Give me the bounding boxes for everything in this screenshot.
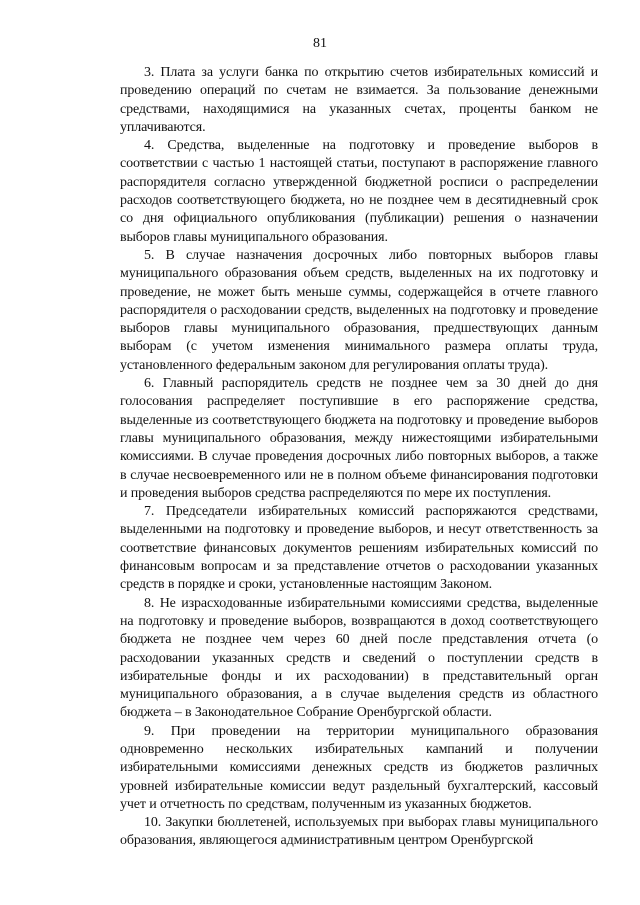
paragraph-6: 6. Главный распорядитель средств не позднее чем за 30 дней до дня голосования распределяет поступившие в его распоряжение средства, выделенные из соответствующего бюджета на подготовку и проведение выборов главы муниципального образования, между нижестоящими избирательными комиссиями. В случае проведения досрочных либо повторных выборов, а также в случае несвоевременного или не в полном объеме финансирования подготовки и проведения выборов средства распределяются по мере их поступления. bbox=[120, 376, 598, 501]
paragraph-5: 5. В случае назначения досрочных либо повторных выборов главы муниципального образования объем средств, выделенных на их подготовку и проведение, не может быть меньше суммы, содержащейся в отчете главного распорядителя о расходовании средств, выделенных на подготовку и проведение выборов главы муниципального образования, предшествующих данным выборам (с учетом изменения минимального размера оплаты труда, установленного федеральным законом для регулирования оплаты труда). bbox=[120, 247, 598, 373]
page-number: 81 bbox=[313, 36, 327, 51]
paragraph-8: 8. Не израсходованные избирательными комиссиями средства, выделенные на подготовку и проведение выборов, возвращаются в доход соответствующего бюджета не позднее чем через 60 дней после представления отчета (о расходовании указанных средств и сведений о поступлении средств в избирательные фонды и их расходовании) в представительный орган муниципального образования, а в случае выделения средств из областного бюджета – в Законодательное Собрание Оренбургской области. bbox=[120, 595, 598, 721]
paragraph-9: 9. При проведении на территории муниципального образования одновременно нескольких избирательных кампаний и получении избирательными комиссиями денежных средств из бюджетов различных уровней избирательные комиссии ведут раздельный бухгалтерский, кассовый учет и отчетность по средствам, полученным из указанных бюджетов. bbox=[120, 723, 598, 812]
paragraph-10: 10. Закупки бюллетеней, используемых при выборах главы муниципального образования, являющегося административным центром Оренбургской bbox=[120, 815, 598, 849]
paragraph-7: 7. Председатели избирательных комиссий распоряжаются средствами, выделенными на подготовку и проведение выборов, и несут ответственность за соответствие финансовых документов решениям избирательных комиссий по финансовым вопросам и за представление отчетов о расходовании указанных средств в порядке и сроки, установленные настоящим Законом. bbox=[120, 504, 598, 593]
paragraph-4: 4. Средства, выделенные на подготовку и проведение выборов в соответствии с частью 1 настоящей статьи, поступают в распоряжение главного распорядителя согласно утвержденной бюджетной росписи о распределении расходов соответствующего бюджета, но не позднее чем в десятидневный срок со дня официального опубликования (публикации) решения о назначении выборов главы муниципального образования. bbox=[120, 138, 598, 245]
document-body bbox=[120, 64, 598, 851]
paragraph-3: 3. Плата за услуги банка по открытию счетов избирательных комиссий и проведению операций по счетам не взимается. За пользование денежными средствами, находящимися на указанных счетах, проценты банком не уплачиваются. bbox=[120, 65, 598, 135]
